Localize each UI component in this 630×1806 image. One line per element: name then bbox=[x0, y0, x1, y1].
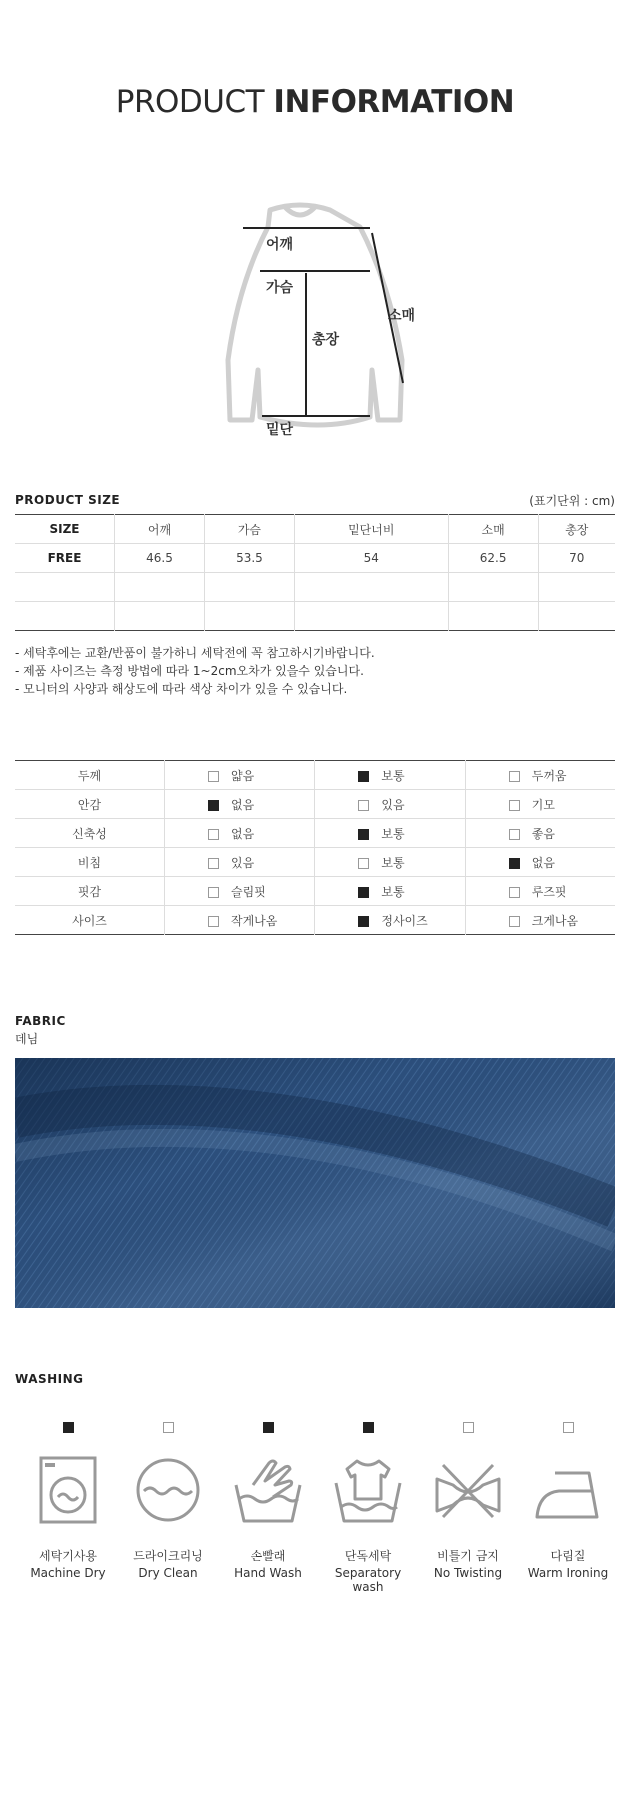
option-label: 루즈핏 bbox=[531, 884, 567, 899]
table-cell bbox=[294, 602, 448, 631]
feature-option bbox=[315, 761, 465, 790]
option-label: 크게나옴 bbox=[531, 913, 579, 928]
option-label: 작게나옴 bbox=[231, 913, 278, 928]
feature-option bbox=[165, 906, 315, 935]
option-label: 없음 bbox=[231, 797, 255, 812]
notice-item: - 세탁후에는 교환/반품이 불가하니 세탁전에 꼭 참고하시기바랍니다. bbox=[15, 646, 375, 660]
table-cell: 소매 bbox=[448, 515, 538, 544]
wash-option-hand: 손빨래 Hand Wash bbox=[218, 1422, 318, 1580]
table-cell: 총장 bbox=[538, 515, 615, 544]
feature-label: 핏감 bbox=[15, 877, 165, 906]
table-cell bbox=[294, 573, 448, 602]
table-cell bbox=[448, 573, 538, 602]
table-cell: 어깨 bbox=[115, 515, 205, 544]
feature-row bbox=[15, 819, 615, 848]
fabric-swatch-image bbox=[15, 1058, 615, 1308]
option-checkbox bbox=[208, 916, 219, 927]
wash-option-iron: 다림질 Warm Ironing bbox=[518, 1422, 618, 1580]
table-cell: FREE bbox=[15, 544, 115, 573]
wash-checkbox bbox=[563, 1422, 574, 1433]
notice-item: - 제품 사이즈는 측정 방법에 따라 1~2cm오차가 있을수 있습니다. bbox=[15, 664, 364, 678]
feature-option bbox=[465, 819, 615, 848]
page-title: PRODUCT INFORMATION bbox=[115, 84, 515, 120]
feature-option bbox=[315, 877, 465, 906]
machine-wash-icon bbox=[36, 1455, 100, 1525]
table-row bbox=[15, 544, 615, 573]
wash-checkbox bbox=[263, 1422, 274, 1433]
feature-label: 신축성 bbox=[15, 819, 165, 848]
table-cell bbox=[204, 602, 294, 631]
feature-label: 두께 bbox=[15, 761, 165, 790]
table-cell: 밑단너비 bbox=[294, 515, 448, 544]
option-checkbox bbox=[509, 858, 520, 869]
feature-option bbox=[465, 790, 615, 819]
option-label: 슬림핏 bbox=[231, 884, 266, 899]
option-label: 보통 bbox=[381, 855, 405, 870]
wash-option-dry-clean: 드라이크리닝 Dry Clean bbox=[118, 1422, 218, 1580]
table-row bbox=[15, 573, 615, 602]
feature-option bbox=[165, 877, 315, 906]
denim-texture-icon bbox=[15, 1058, 615, 1308]
table-cell bbox=[15, 573, 115, 602]
hem-label: 밑단 bbox=[266, 422, 294, 438]
table-cell: SIZE bbox=[15, 515, 115, 544]
option-checkbox bbox=[208, 771, 219, 782]
table-cell bbox=[115, 573, 205, 602]
table-cell bbox=[115, 602, 205, 631]
option-checkbox bbox=[358, 916, 369, 927]
size-section-title: PRODUCT SIZE bbox=[15, 493, 121, 507]
feature-row bbox=[15, 761, 615, 790]
option-checkbox bbox=[509, 771, 520, 782]
option-checkbox bbox=[358, 858, 369, 869]
table-cell bbox=[538, 602, 615, 631]
option-label: 두꺼움 bbox=[531, 768, 567, 783]
feature-option bbox=[465, 848, 615, 877]
no-twist-icon bbox=[433, 1455, 503, 1525]
option-checkbox bbox=[509, 916, 520, 927]
feature-option bbox=[315, 790, 465, 819]
feature-row bbox=[15, 790, 615, 819]
table-cell bbox=[538, 573, 615, 602]
separate-wash-icon bbox=[333, 1455, 403, 1525]
option-checkbox bbox=[358, 800, 369, 811]
table-cell bbox=[204, 573, 294, 602]
option-label: 보통 bbox=[381, 884, 405, 899]
option-checkbox bbox=[358, 829, 369, 840]
feature-option bbox=[465, 761, 615, 790]
notice-list bbox=[15, 644, 375, 698]
wash-checkbox bbox=[363, 1422, 374, 1433]
option-label: 기모 bbox=[531, 797, 555, 812]
table-cell: 가슴 bbox=[204, 515, 294, 544]
feature-option bbox=[465, 906, 615, 935]
wash-option-no-twist: 비틀기 금지 No Twisting bbox=[418, 1422, 518, 1580]
dry-clean-icon bbox=[136, 1455, 200, 1525]
option-label: 있음 bbox=[381, 797, 405, 812]
table-cell: 46.5 bbox=[115, 544, 205, 573]
table-cell: 70 bbox=[538, 544, 615, 573]
feature-option bbox=[165, 790, 315, 819]
feature-label: 사이즈 bbox=[15, 906, 165, 935]
table-row bbox=[15, 602, 615, 631]
shoulder-label: 어깨 bbox=[266, 237, 294, 253]
option-checkbox bbox=[509, 800, 520, 811]
option-label: 정사이즈 bbox=[381, 913, 428, 928]
hand-wash-icon bbox=[233, 1455, 303, 1525]
fabric-value: 데님 bbox=[15, 1032, 39, 1046]
option-label: 있음 bbox=[231, 855, 255, 870]
feature-option bbox=[165, 761, 315, 790]
option-label: 얇음 bbox=[231, 768, 255, 783]
option-checkbox bbox=[358, 771, 369, 782]
option-checkbox bbox=[509, 887, 520, 898]
feature-row bbox=[15, 906, 615, 935]
option-checkbox bbox=[208, 858, 219, 869]
feature-option bbox=[315, 906, 465, 935]
feature-row bbox=[15, 877, 615, 906]
option-checkbox bbox=[208, 800, 219, 811]
wash-option-machine: 세탁기사용 Machine Dry bbox=[18, 1422, 118, 1580]
option-label: 없음 bbox=[231, 826, 255, 841]
feature-table bbox=[15, 760, 615, 935]
feature-option bbox=[165, 848, 315, 877]
notice-item: - 모니터의 사양과 해상도에 따라 색상 차이가 있을 수 있습니다. bbox=[15, 682, 348, 696]
option-checkbox bbox=[208, 829, 219, 840]
table-cell bbox=[15, 602, 115, 631]
length-label: 총장 bbox=[312, 332, 340, 348]
option-checkbox bbox=[509, 829, 520, 840]
table-cell bbox=[448, 602, 538, 631]
iron-icon bbox=[533, 1455, 603, 1525]
table-cell: 54 bbox=[294, 544, 448, 573]
feature-option bbox=[465, 877, 615, 906]
chest-label: 가슴 bbox=[266, 280, 294, 296]
option-checkbox bbox=[208, 887, 219, 898]
option-label: 보통 bbox=[381, 768, 405, 783]
size-table-header-row bbox=[15, 515, 615, 544]
feature-label: 안감 bbox=[15, 790, 165, 819]
option-label: 없음 bbox=[531, 855, 555, 870]
feature-label: 비침 bbox=[15, 848, 165, 877]
feature-option bbox=[315, 848, 465, 877]
wash-checkbox bbox=[163, 1422, 174, 1433]
table-cell: 62.5 bbox=[448, 544, 538, 573]
feature-option bbox=[165, 819, 315, 848]
wash-checkbox bbox=[463, 1422, 474, 1433]
washing-section-title: WASHING bbox=[15, 1372, 84, 1386]
option-label: 좋음 bbox=[531, 826, 555, 841]
size-diagram bbox=[200, 195, 430, 445]
sleeve-label: 소매 bbox=[388, 308, 416, 324]
feature-option bbox=[315, 819, 465, 848]
option-checkbox bbox=[358, 887, 369, 898]
feature-row bbox=[15, 848, 615, 877]
size-unit-label: (표기단위 : cm) bbox=[529, 494, 615, 508]
wash-checkbox bbox=[63, 1422, 74, 1433]
size-table bbox=[15, 514, 615, 631]
table-cell: 53.5 bbox=[204, 544, 294, 573]
option-label: 보통 bbox=[381, 826, 405, 841]
wash-option-separate: 단독세탁 Separatory wash bbox=[318, 1422, 418, 1594]
fabric-section-title: FABRIC bbox=[15, 1014, 66, 1028]
